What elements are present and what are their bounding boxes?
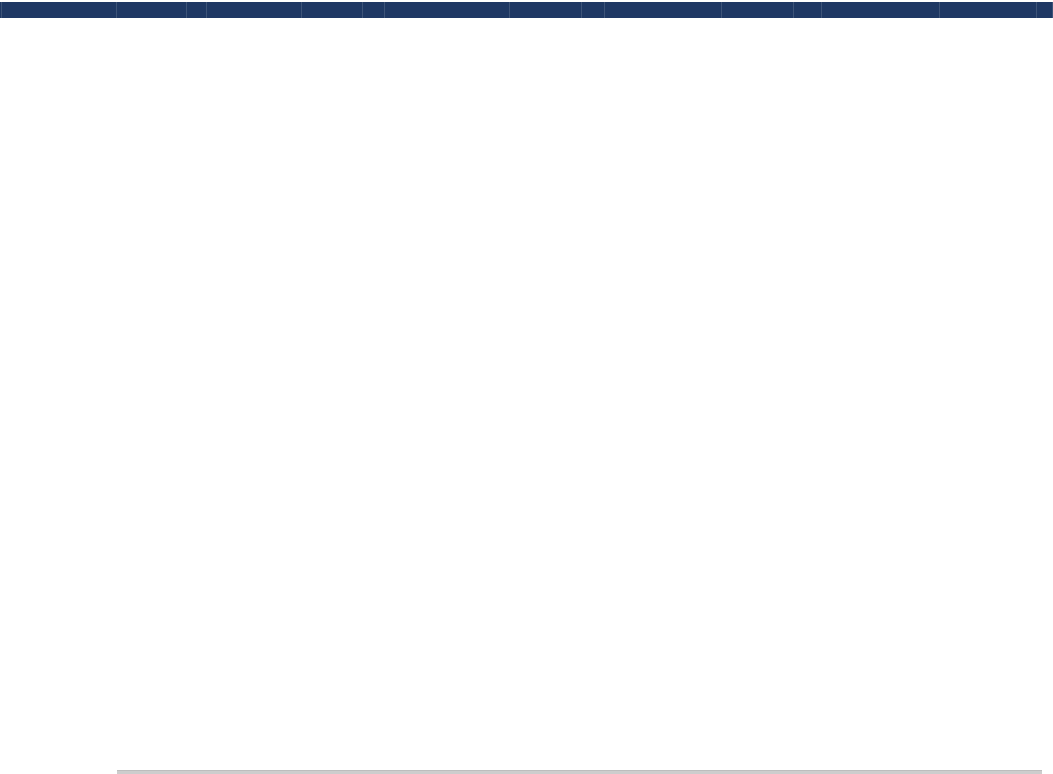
header-kilometer-5[interactable] bbox=[940, 2, 1037, 18]
header-spacer bbox=[794, 2, 822, 18]
header-spacer bbox=[363, 2, 385, 18]
header-kilometer-3[interactable] bbox=[510, 2, 582, 18]
horizontal-scrollbar-thumb[interactable] bbox=[117, 770, 1042, 774]
header-name-5[interactable] bbox=[822, 2, 940, 18]
header-spacer bbox=[187, 2, 207, 18]
header-kilometer-1[interactable] bbox=[117, 2, 187, 18]
header-kilometer-4[interactable] bbox=[722, 2, 794, 18]
header-name-2[interactable] bbox=[207, 2, 302, 18]
header-kilometer-2[interactable] bbox=[302, 2, 363, 18]
header-tail-cell bbox=[1037, 2, 1053, 18]
header-name-4[interactable] bbox=[605, 2, 722, 18]
horizontal-scrollbar-track[interactable] bbox=[0, 770, 1053, 774]
header-spacer bbox=[582, 2, 605, 18]
header-name-3[interactable] bbox=[385, 2, 510, 18]
table-header-row bbox=[0, 2, 1053, 18]
header-name-1[interactable] bbox=[2, 2, 117, 18]
table-body bbox=[0, 18, 1053, 774]
